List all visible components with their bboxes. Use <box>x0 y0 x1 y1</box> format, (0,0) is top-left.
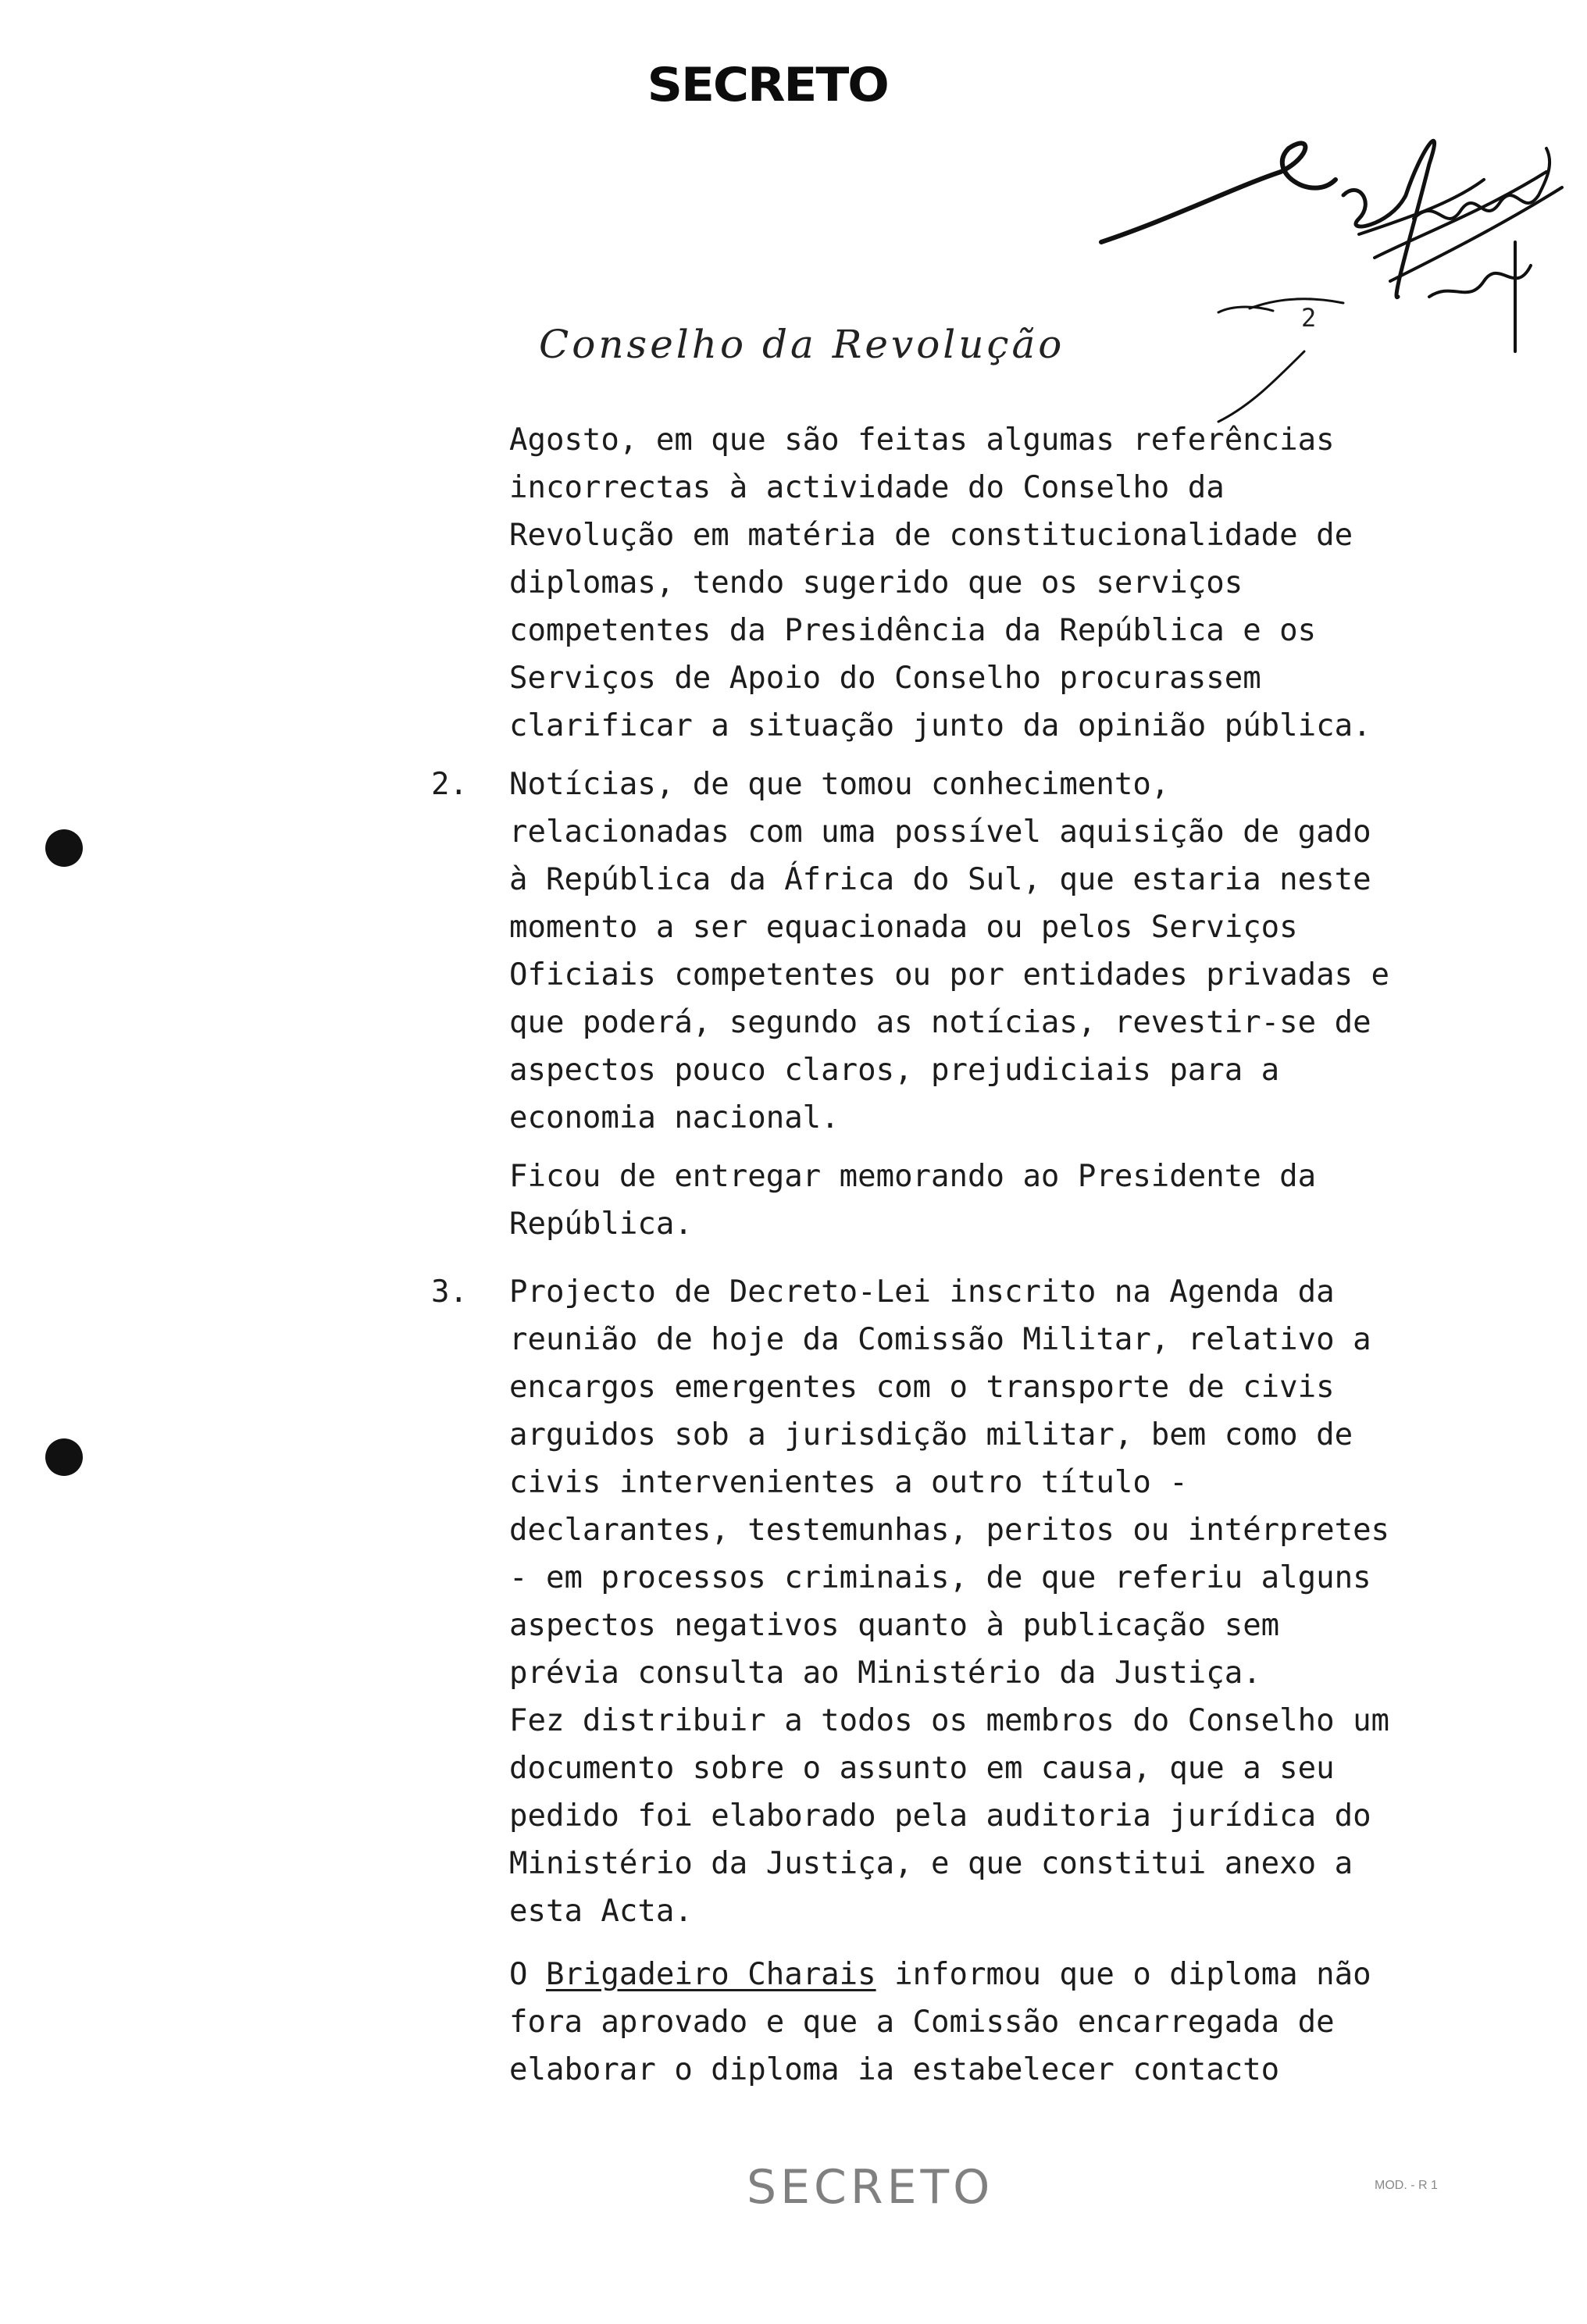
item-text: Projecto de Decreto-Lei inscrito na Agenda da reunião de hoje da Comissão Militar, relativo a encargos emergentes com o transporte de civis arguidos sob a jurisdição militar, bem como de civis intervenientes a outro título - declarantes, testemunhas, peritos ou intérpretes - em processos criminais, de que referiu alguns aspectos negativos quanto à publicação sem prévia consulta ao Ministério da Justiça. <box>509 1274 1390 1691</box>
item-text: Notícias, de que tomou conhecimento, relacionadas com uma possível aquisição de gado à República da África do Sul, que estaria neste momento a ser equacionada ou pelos Serviços Oficiais competentes ou por entidades privadas e que poderá, segundo as notícias, revestir-se de aspectos pouco claros, prejudiciais para a economia nacional. <box>509 767 1390 1135</box>
final-paragraph <box>509 1951 1392 2094</box>
classification-stamp-top: SECRETO <box>647 58 888 112</box>
letterhead-title: Conselho da Revolução <box>539 322 1065 367</box>
handwritten-signature <box>1078 102 1578 430</box>
form-code: MOD. - R 1 <box>1375 2179 1438 2192</box>
item-number: 3. <box>431 1274 468 1310</box>
punch-hole-dot <box>45 1438 83 1476</box>
final-paragraph-text: informou que o diploma não fora aprovado e que a Comissão encarregada de elaborar o diploma ia estabelecer contacto <box>509 1957 1371 2087</box>
person-name: Brigadeiro Charais <box>545 1957 876 1992</box>
continuation-paragraph: Agosto, em que são feitas algumas referências incorrectas à actividade do Conselho da Revolução em matéria de constitucionalidade de diplomas, tendo sugerido que os serviços competentes da Presidência da República e os Serviços de Apoio do Conselho procurassem clarificar a situação junto da opinião pública. <box>509 422 1371 743</box>
page-number: 2 <box>1301 303 1317 333</box>
item-followup: Fez distribuir a todos os membros do Conselho um documento sobre o assunto em causa, que a seu pedido foi elaborado pela auditoria jurídica do Ministério da Justiça, e que constitui anexo a esta Acta. <box>509 1703 1390 1929</box>
classification-stamp-bottom: SECRETO <box>747 2160 994 2215</box>
punch-hole-dot <box>45 829 83 867</box>
minutes-item-2 <box>431 761 1392 1248</box>
final-paragraph-prefix: O <box>509 1957 546 1992</box>
minutes-item-3 <box>431 1268 1392 1935</box>
minutes-body <box>431 416 1392 2094</box>
item-number: 2. <box>431 767 468 802</box>
item-followup: Ficou de entregar memorando ao Presidente da República. <box>509 1159 1317 1242</box>
